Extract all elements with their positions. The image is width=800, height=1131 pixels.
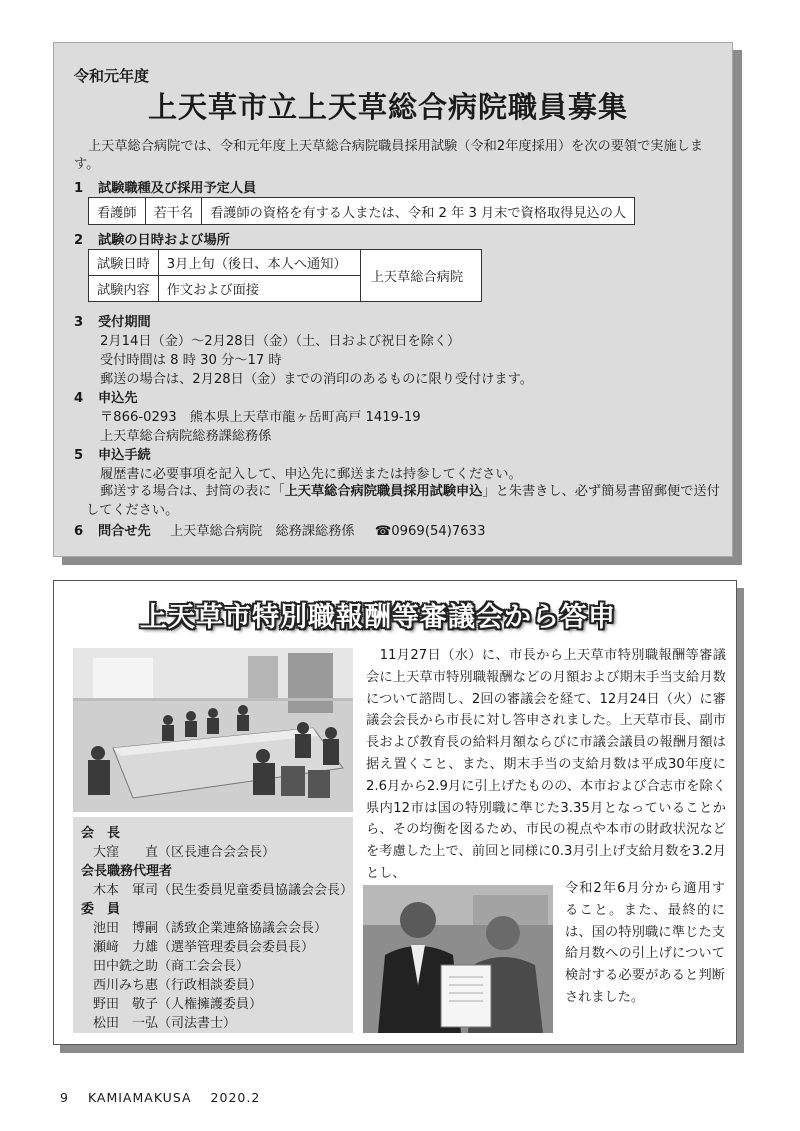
council-meeting-photo — [73, 648, 353, 812]
notice-intro: 上天草総合病院では、令和元年度上天草総合病院職員採用試験（令和2年度採用）を次の要領で実施します。 — [74, 139, 704, 172]
contact-line: 上天草総合病院 総務課総務係 ☎0969(54)7633 — [170, 524, 486, 539]
member-name: 瀬﨑 力雄（選挙管理委員会委員長） — [93, 940, 315, 955]
exam-place: 上天草総合病院 — [360, 250, 481, 302]
section-3-heading: 3 受付期間 — [74, 315, 151, 330]
exam-date-label: 試験日時 — [89, 250, 159, 276]
member-name: 田中銑之助（商工会会長） — [93, 959, 250, 974]
section-4-heading: 4 申込先 — [74, 391, 138, 406]
exam-content-value: 作文および面接 — [158, 276, 360, 302]
member-role: 委 員 — [81, 902, 121, 917]
exam-date-value: 3月上旬（後日、本人へ通知） — [158, 250, 360, 276]
member-name: 木本 軍司（民生委員児童委員協議会会長） — [93, 883, 354, 898]
report-body-text-continued: 令和2年6月分から適用すること。また、最終的には、国の特別職に準じた支給月数への引上げについて検討する必要があると判断されました。 — [565, 881, 725, 1005]
section-6-heading: 6 問合せ先 — [74, 524, 151, 539]
member-role: 会 長 — [81, 826, 121, 841]
section-2-heading: 2 試験の日時および場所 — [74, 233, 230, 248]
section-5-heading: 5 申込手続 — [74, 448, 151, 463]
member-role: 会長職務代理者 — [81, 864, 173, 879]
reception-period: 2月14日（金）～2月28日（金）（土、日および祝日を除く） — [100, 334, 461, 349]
member-name: 大窪 直（区長連合会会長） — [93, 845, 276, 860]
procedure-mail-note: 郵送する場合は、封筒の表に「上天草総合病院職員採用試験申込」と朱書きし、必ず簡易書留郵便で送付してください。 — [86, 484, 720, 518]
member-name: 西川みち惠（行政相談委員） — [93, 978, 263, 993]
page-number: 9 — [60, 1090, 69, 1105]
member-name: 野田 敬子（人権擁護委員） — [93, 997, 263, 1012]
member-name: 池田 博嗣（誘致企業連絡協議会会長） — [93, 921, 328, 936]
report-body-text: 11月27日（水）に、市長から上天草市特別職報酬等審議会に上天草市特別職報酬などの月額および期末手当支給月数について諮問し、2回の審議会を経て、12月24日（火）に審議会会長から市長に対し答申されました。上天草市長、副市長および教育長の給料月額ならびに市議会議員の報酬月額は据え置くこと、また、期末手当の支給月数は平成30年度に2.6月から2.9月に引上げたものの、本市および合志市を除く県内12市は国の特別職に準じた3.35月となっていることから、その均衡を図るため、市民の視点や本市の財政状況などを考慮した上で、前回と同様に0.3月引上げ支給月数を3.2月とし、 — [366, 648, 726, 881]
count-cell: 若干名 — [145, 198, 202, 225]
phone-number: 0969(54)7633 — [391, 524, 486, 539]
exam-table — [88, 249, 482, 302]
report-title: 上天草市特別職報酬等審議会から答申 — [140, 602, 616, 633]
notice-era: 令和元年度 — [74, 67, 150, 85]
member-name: 松田 一弘（司法書士） — [93, 1016, 237, 1031]
mail-deadline: 郵送の場合は、2月28日（金）までの消印のあるものに限り受付けます。 — [100, 372, 533, 387]
address-line: 〒866-0293 熊本県上天草市龍ヶ岳町高戸 1419-19 — [100, 410, 421, 425]
address-department: 上天草総合病院総務課総務係 — [100, 429, 272, 444]
job-table — [88, 197, 635, 225]
notice-title: 上天草市立上天草総合病院職員募集 — [148, 90, 629, 124]
exam-content-label: 試験内容 — [89, 276, 159, 302]
handover-photo — [363, 885, 553, 1033]
issue-date: 2020.2 — [210, 1090, 261, 1105]
procedure-line: 履歴書に必要事項を記入して、申込先に郵送または持参してください。 — [100, 467, 522, 482]
section-1-heading: 1 試験職種及び採用予定人員 — [74, 181, 257, 196]
council-members-box — [73, 817, 353, 1033]
qualification-cell: 看護師の資格を有する人または、令和 2 年 3 月末で資格取得見込の人 — [202, 198, 635, 225]
phone-icon: ☎ — [374, 524, 392, 539]
magazine-name: KAMIAMAKUSA — [87, 1090, 192, 1105]
job-cell: 看護師 — [89, 198, 146, 225]
reception-hours: 受付時間は 8 時 30 分～17 時 — [100, 353, 282, 368]
page-footer — [60, 1090, 274, 1105]
